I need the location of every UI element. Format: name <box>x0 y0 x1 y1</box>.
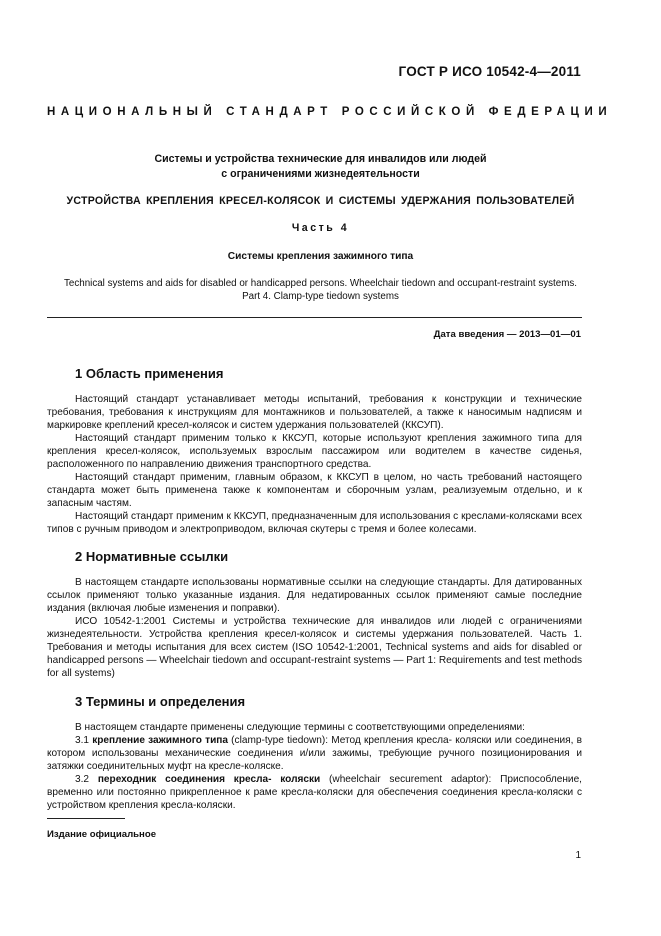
english-title <box>40 277 601 303</box>
term-definition: (clamp-type tiedown): Метод крепления кресла- коляски или соединения, в котором использованы механические соединения и/или зажимы, требующие ручного позиционирования и затяжки соединительных муфт на кресле-коляске. <box>47 735 582 772</box>
term-name: крепление зажимного типа <box>92 735 228 746</box>
main-title: УСТРОЙСТВА КРЕПЛЕНИЯ КРЕСЕЛ-КОЛЯСОК И СИСТЕМЫ УДЕРЖАНИЯ ПОЛЬЗОВАТЕЛЕЙ <box>66 195 575 207</box>
systems-title <box>40 152 601 182</box>
section-normative-references <box>47 549 582 680</box>
paragraph: Настоящий стандарт применим только к ККСУП, которые используют крепления зажимного типа для крепления кресел-колясок, используемых взрослым пассажиром или водителем в качестве сиденья, расположенного по направлению движения транспортного средства. <box>47 433 582 470</box>
section-heading: 1 Область применения <box>75 366 224 381</box>
term-name: переходник соединения кресла- коляски <box>97 774 321 785</box>
paragraph: ИСО 10542-1:2001 Системы и устройства технические для инвалидов или людей с ограничениями жизнедеятельности. Устройства крепления кресел-колясок и системы удержания пользователей. Часть 1. Требования и методы испытания для всех систем (ISO 10542-1:2001, Technical systems and aids for disabled or handicapped persons — Wheelchair tiedown and occupant-restraint systems — Part 1: Requirements and test methods for all systems) <box>47 616 582 679</box>
section-heading: 2 Нормативные ссылки <box>75 549 229 564</box>
term-definition: (wheelchair securement adaptor): Приспособление, временно или постоянно прикрепленное к раме кресла-коляски для обеспечения соединения кресла-коляски с устройством крепления кресла-коляски. <box>47 774 582 811</box>
paragraph: В настоящем стандарте применены следующие термины с соответствующими определениями: <box>75 722 525 733</box>
page-number: 1 <box>575 850 581 861</box>
footer-divider <box>47 818 125 819</box>
term-number: 3.1 <box>75 735 93 746</box>
section-terms-definitions <box>47 694 582 812</box>
english-title-line1: Technical systems and aids for disabled or handicapped persons. Wheelchair tiedown and occupant-restraint systems. <box>64 278 577 289</box>
national-standard-banner: НАЦИОНАЛЬНЫЙ СТАНДАРТ РОССИЙСКОЙ ФЕДЕРАЦИИ <box>47 106 613 118</box>
gost-code: ГОСТ Р ИСО 10542-4—2011 <box>398 64 581 79</box>
english-title-line2: Part 4. Clamp-type tiedown systems <box>242 291 399 302</box>
part-subtitle: Системы крепления зажимного типа <box>227 251 414 262</box>
term-entry <box>47 773 582 812</box>
edition-label: Издание официальное <box>47 829 157 840</box>
systems-title-line1: Системы и устройства технические для инвалидов или людей <box>154 153 487 165</box>
paragraph: Настоящий стандарт применим к ККСУП, предназначенным для использования с креслами-колясками всех типов с ручным приводом и электроприводом, включая скутеры с тремя и более колесами. <box>47 511 582 535</box>
section-heading: 3 Термины и определения <box>75 694 246 709</box>
part-label: Часть 4 <box>291 222 350 234</box>
paragraph: Настоящий стандарт применим, главным образом, к ККСУП в целом, но часть требований настоящего стандарта может быть применена также к компонентам и сборочным узлам, реализуемым отдельно, и к запасным частям. <box>47 472 582 509</box>
section-scope <box>47 366 582 536</box>
title-divider <box>47 317 582 318</box>
term-entry <box>47 734 582 773</box>
paragraph: Настоящий стандарт устанавливает методы испытаний, требования к конструкции и технические требования, требования к инструкциям для монтажников и пользователей, а также к наносимым надписям и маркировке креплений кресел-колясок и систем удержания пользователей (ККСУП). <box>47 394 582 431</box>
paragraph: В настоящем стандарте использованы нормативные ссылки на следующие стандарты. Для датированных ссылок применяют только указанные издания. Для недатированных ссылок применяют самые последние издания (включая любые изменения и поправки). <box>47 577 582 614</box>
introduction-date: Дата введения — 2013—01—01 <box>433 329 581 340</box>
systems-title-line2: с ограничениями жизнедеятельности <box>221 168 420 180</box>
term-number: 3.2 <box>75 774 98 785</box>
